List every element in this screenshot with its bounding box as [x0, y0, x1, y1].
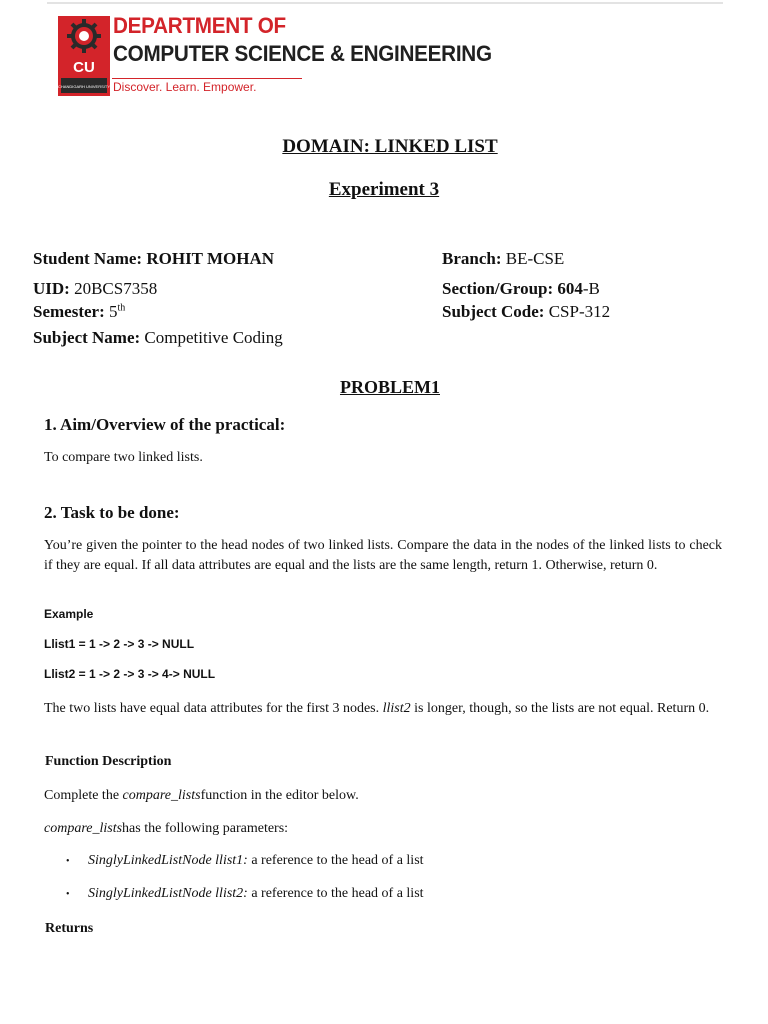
- function-description-heading: Function Description: [45, 754, 172, 769]
- param2-text: a reference to the head of a list: [247, 886, 424, 901]
- parameter-item-1: [66, 853, 424, 869]
- subject-code-row: [442, 302, 610, 322]
- domain-title: DOMAIN: LINKED LIST: [282, 136, 498, 157]
- param1-text: a reference to the head of a list: [247, 853, 424, 868]
- branch-label: Branch:: [442, 249, 502, 268]
- tagline: Discover. Learn. Empower.: [113, 80, 257, 94]
- semester-suffix: th: [117, 302, 126, 314]
- bullet-icon: •: [66, 889, 70, 900]
- aim-text: To compare two linked lists.: [44, 450, 203, 465]
- bullet-icon: •: [66, 856, 70, 867]
- section-row: [442, 279, 600, 299]
- tagline-rule: [112, 78, 302, 79]
- semester-row: [33, 302, 125, 322]
- section-value-bold: 604: [557, 279, 583, 298]
- example-label: Example: [44, 607, 94, 621]
- semester-label: Semester:: [33, 302, 105, 321]
- student-name-value: ROHIT MOHAN: [146, 249, 275, 268]
- student-name-label: Student Name:: [33, 249, 143, 268]
- subject-name-value: Competitive Coding: [144, 328, 283, 347]
- subject-name-label: Subject Name:: [33, 328, 141, 347]
- student-name-row: [33, 249, 274, 269]
- logo-subtext: CHANDIGARH UNIVERSITY: [58, 84, 110, 89]
- subject-code-value: CSP-312: [548, 302, 611, 321]
- task-text: You’re given the pointer to the head nodes of two linked lists. Compare the data in the nodes of the linked lists to check if they are equal. If all data attributes are equal and the lists are the same length, return 1. Otherwise, return 0.: [44, 538, 722, 573]
- department-title-line2: COMPUTER SCIENCE & ENGINEERING: [113, 41, 492, 66]
- section-label: Section/Group:: [442, 279, 554, 298]
- uid-value: 20BCS7358: [74, 279, 158, 298]
- logo-text: CU: [73, 59, 95, 76]
- aim-heading: 1. Aim/Overview of the practical:: [44, 415, 286, 434]
- problem-title: PROBLEM1: [339, 377, 440, 397]
- returns-heading: Returns: [45, 921, 94, 936]
- subject-name-row: [33, 328, 283, 348]
- uid-row: [33, 279, 157, 299]
- example-explanation: [44, 699, 722, 719]
- university-logo: [58, 16, 110, 96]
- parameters-intro: [44, 819, 722, 839]
- params-after: has the following parameters:: [122, 821, 289, 836]
- explain-before: The two lists have equal data attributes for the first 3 nodes.: [44, 701, 383, 716]
- semester-value: 5: [109, 302, 118, 321]
- complete-italic: compare_lists: [122, 788, 201, 803]
- task-heading: 2. Task to be done:: [44, 503, 180, 522]
- parameter-item-2: [66, 886, 424, 902]
- llist1-example: Llist1 = 1 -> 2 -> 3 -> NULL: [44, 637, 195, 651]
- params-italic: compare_lists: [44, 821, 123, 836]
- explain-after: is longer, though, so the lists are not equal. Return 0.: [410, 701, 710, 716]
- branch-row: [442, 249, 564, 269]
- complete-after: function in the editor below.: [200, 788, 359, 803]
- complete-before: Complete the: [44, 788, 123, 803]
- experiment-title: Experiment 3: [328, 179, 440, 200]
- branch-value: BE-CSE: [505, 249, 565, 268]
- department-title-line1: DEPARTMENT OF: [113, 13, 286, 38]
- explain-italic: llist2: [382, 701, 411, 716]
- section-value-rest: -B: [582, 279, 600, 298]
- param2-italic: SinglyLinkedListNode llist2:: [88, 886, 248, 901]
- uid-label: UID:: [33, 279, 70, 298]
- param1-italic: SinglyLinkedListNode llist1:: [88, 853, 248, 868]
- subject-code-label: Subject Code:: [442, 302, 545, 321]
- llist2-example: Llist2 = 1 -> 2 -> 3 -> 4-> NULL: [44, 667, 216, 681]
- complete-instruction: [44, 786, 722, 806]
- page-top-rule: [47, 2, 723, 4]
